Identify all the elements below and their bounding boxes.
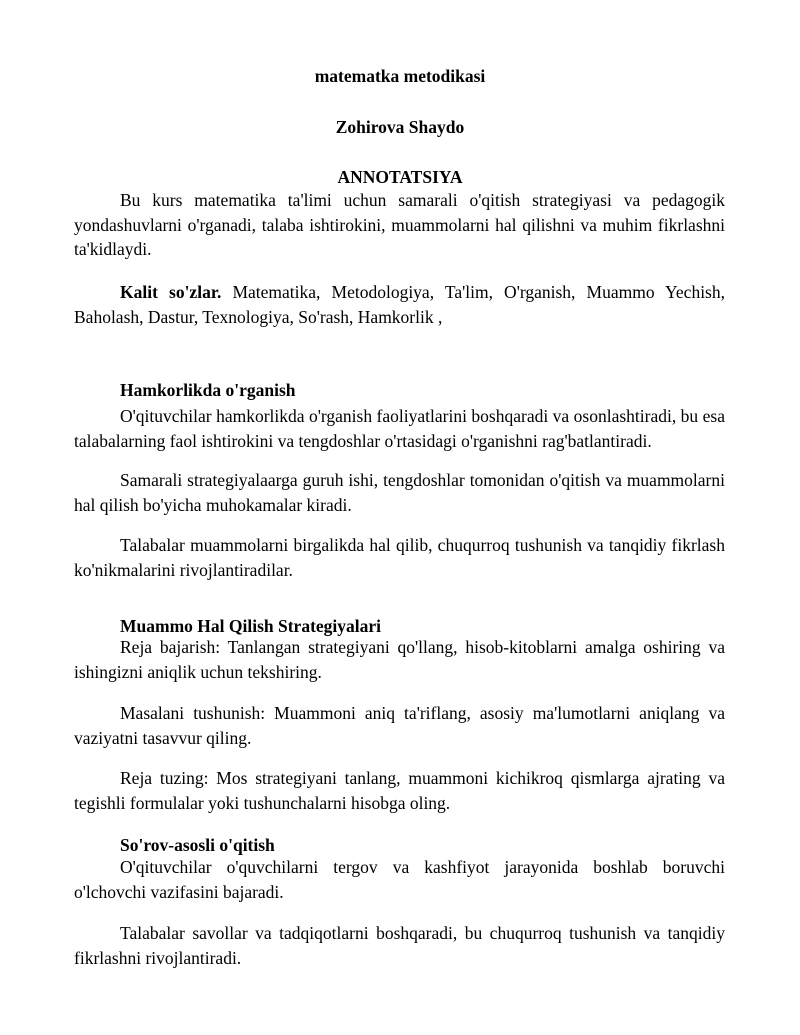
section-paragraph: Reja tuzing: Mos strategiyani tanlang, muammoni kichikroq qismlarga ajrating va tegishli formulalar yoki tushunchalarni hisobga oling. xyxy=(74,768,725,813)
section-paragraph: O'qituvchilar o'quvchilarni tergov va kashfiyot jarayonida boshlab boruvchi o'lchovchi vazifasini bajaradi. xyxy=(74,857,725,902)
section-paragraph: O'qituvchilar hamkorlikda o'rganish faoliyatlarini boshqaradi va osonlashtiradi, bu esa talabalarning faol ishtirokini va tengdoshlar o'rtasidagi o'rganishni rag'batlantiradi. xyxy=(74,406,725,451)
section-paragraph: Samarali strategiyalaarga guruh ishi, tengdoshlar tomonidan o'qitish va muammolarni hal qilish bo'yicha muhokamalar kiradi. xyxy=(74,470,725,515)
section-heading: So'rov-asosli o'qitish xyxy=(120,835,275,855)
document-title: matematka metodikasi xyxy=(314,66,486,86)
keywords-paragraph xyxy=(74,280,725,329)
section-paragraph: Masalani tushunish: Muammoni aniq ta'riflang, asosiy ma'lumotlarni aniqlang va vaziyatni tasavvur qiling. xyxy=(74,703,725,748)
keywords-text: Matematika, Metodologiya, Ta'lim, O'rganish, Muammo Yechish, Baholash, Dastur, Texnologiya, So'rash, Hamkorlik , xyxy=(74,282,725,327)
abstract-heading: ANNOTATSIYA xyxy=(337,167,463,187)
section-heading: Muammo Hal Qilish Strategiyalari xyxy=(120,616,382,636)
section-paragraph: Talabalar savollar va tadqiqotlarni boshqaradi, bu chuqurroq tushunish va tanqidiy fikrlashni rivojlantiradi. xyxy=(74,923,725,968)
author-name: Zohirova Shaydo xyxy=(335,117,465,137)
keywords-label: Kalit so'zlar. xyxy=(120,282,222,302)
section-paragraph: Talabalar muammolarni birgalikda hal qilib, chuqurroq tushunish va tanqidiy fikrlash ko'nikmalarini rivojlantiradilar. xyxy=(74,535,725,580)
section-paragraph: Reja bajarish: Tanlangan strategiyani qo'llang, hisob-kitoblarni amalga oshiring va ishingizni aniqlik uchun tekshiring. xyxy=(74,637,725,682)
section-heading: Hamkorlikda o'rganish xyxy=(120,380,296,400)
abstract-paragraph: Bu kurs matematika ta'limi uchun samarali o'qitish strategiyasi va pedagogik yondashuvlarni o'rganadi, talaba ishtirokini, muammolarni hal qilishni va muhim fikrlashni ta'kidlaydi. xyxy=(74,190,725,259)
